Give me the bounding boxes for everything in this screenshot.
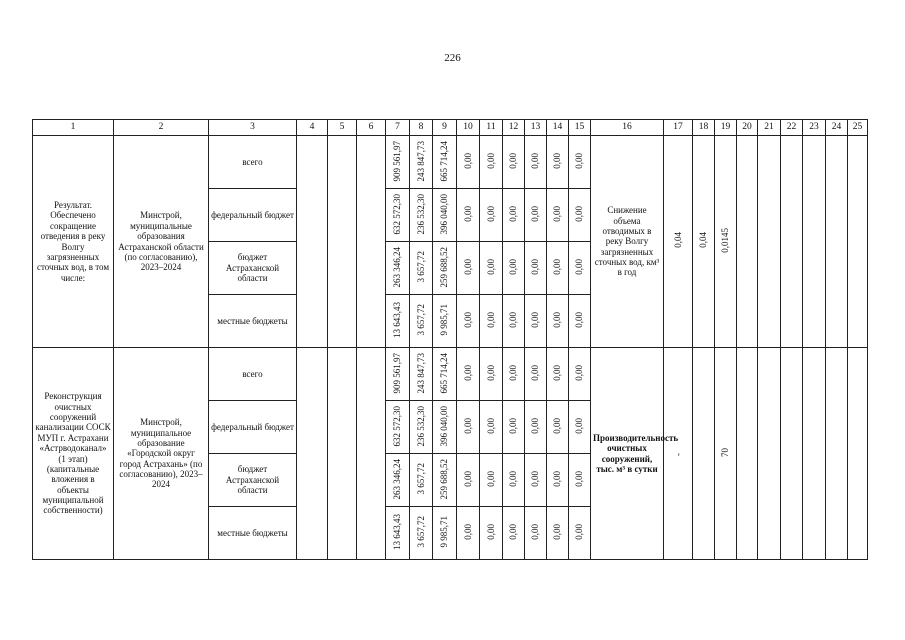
value-col14 xyxy=(547,454,569,507)
header-cell: 23 xyxy=(803,120,826,136)
table-row xyxy=(33,136,868,189)
value-col10-text: 0,00 xyxy=(462,364,473,381)
value-col18 xyxy=(693,348,715,560)
value-col12-text: 0,00 xyxy=(508,205,519,222)
value-col9-text: 259 688,52 xyxy=(439,246,450,288)
value-col7 xyxy=(386,348,410,401)
header-cell: 24 xyxy=(826,120,848,136)
value-col7 xyxy=(386,136,410,189)
value-col7 xyxy=(386,401,410,454)
value-col11 xyxy=(480,348,503,401)
value-col14-text: 0,00 xyxy=(552,152,563,169)
value-col18-text: 0,04 xyxy=(698,232,709,249)
value-col11-text: 0,00 xyxy=(485,311,496,328)
value-col15 xyxy=(569,295,591,348)
value-col14-text: 0,00 xyxy=(552,205,563,222)
value-col14 xyxy=(547,242,569,295)
indicator-cell: Снижение объема отводимых в реку Волгу загрязненных сточных вод, км³ в год xyxy=(591,136,664,348)
value-col10-text: 0,00 xyxy=(462,470,473,487)
value-col14-text: 0,00 xyxy=(552,470,563,487)
table-row xyxy=(33,348,868,401)
value-col13 xyxy=(525,507,547,560)
value-col8 xyxy=(410,295,433,348)
value-col10 xyxy=(457,295,480,348)
value-col7-text: 13 643,43 xyxy=(392,513,403,550)
value-col13 xyxy=(525,189,547,242)
value-col11-text: 0,00 xyxy=(485,523,496,540)
value-col9 xyxy=(433,401,457,454)
value-col11-text: 0,00 xyxy=(485,470,496,487)
col20-cell xyxy=(737,348,758,560)
value-col12-text: 0,00 xyxy=(508,417,519,434)
value-col10-text: 0,00 xyxy=(462,205,473,222)
value-col12-text: 0,00 xyxy=(508,470,519,487)
value-col9-text: 396 040,00 xyxy=(439,405,450,447)
value-col8-text: 243 847,73 xyxy=(415,140,426,182)
header-cell: 11 xyxy=(480,120,503,136)
value-col11 xyxy=(480,507,503,560)
value-col7 xyxy=(386,242,410,295)
value-col14 xyxy=(547,189,569,242)
source-cell: местные бюджеты xyxy=(209,295,297,348)
col5-cell xyxy=(328,136,357,348)
value-col15 xyxy=(569,189,591,242)
value-col7-text: 13 643,43 xyxy=(392,301,403,338)
value-col9 xyxy=(433,454,457,507)
value-col15 xyxy=(569,454,591,507)
value-col9-text: 396 040,00 xyxy=(439,193,450,235)
value-col8-text: 3 657,72 xyxy=(415,251,426,283)
value-col12-text: 0,00 xyxy=(508,152,519,169)
data-table xyxy=(32,119,868,560)
col4-cell xyxy=(297,348,328,560)
header-cell: 14 xyxy=(547,120,569,136)
value-col12 xyxy=(503,136,525,189)
header-cell: 16 xyxy=(591,120,664,136)
value-col14-text: 0,00 xyxy=(552,417,563,434)
header-cell: 7 xyxy=(386,120,410,136)
header-row xyxy=(33,120,868,136)
value-col15-text: 0,00 xyxy=(574,470,585,487)
value-col13-text: 0,00 xyxy=(530,417,541,434)
col22-cell xyxy=(781,136,803,348)
value-col7-text: 909 561,97 xyxy=(392,352,403,394)
value-col12 xyxy=(503,348,525,401)
header-cell: 3 xyxy=(209,120,297,136)
value-col17-text: 0,04 xyxy=(672,232,683,249)
value-col13-text: 0,00 xyxy=(530,364,541,381)
value-col15 xyxy=(569,348,591,401)
value-col13-text: 0,00 xyxy=(530,205,541,222)
value-col14 xyxy=(547,348,569,401)
value-col7-text: 632 572,30 xyxy=(392,193,403,235)
source-cell: федеральный бюджет xyxy=(209,401,297,454)
value-col13-text: 0,00 xyxy=(530,152,541,169)
value-col11-text: 0,00 xyxy=(485,258,496,275)
value-col19 xyxy=(715,348,737,560)
value-col11 xyxy=(480,242,503,295)
header-cell: 6 xyxy=(357,120,386,136)
value-col10 xyxy=(457,242,480,295)
value-col17 xyxy=(664,136,693,348)
value-col15-text: 0,00 xyxy=(574,311,585,328)
value-col9 xyxy=(433,348,457,401)
header-cell: 25 xyxy=(848,120,868,136)
header-cell: 5 xyxy=(328,120,357,136)
value-col8 xyxy=(410,189,433,242)
value-col13-text: 0,00 xyxy=(530,523,541,540)
value-col9-text: 9 985,71 xyxy=(439,304,450,336)
value-col12 xyxy=(503,295,525,348)
value-col7-text: 263 346,24 xyxy=(392,458,403,500)
value-col9 xyxy=(433,242,457,295)
value-col8 xyxy=(410,454,433,507)
col25-cell xyxy=(848,136,868,348)
value-col15-text: 0,00 xyxy=(574,523,585,540)
header-cell: 1 xyxy=(33,120,114,136)
value-col8-text: 3 657,72 xyxy=(415,516,426,548)
value-col12 xyxy=(503,242,525,295)
value-col11 xyxy=(480,136,503,189)
value-col7 xyxy=(386,189,410,242)
value-col11 xyxy=(480,401,503,454)
result-cell: Реконструкция очистных сооружений канализации СОСК МУП г. Астрахани «Астрводоканал» (1 этап) (капитальные вложения в объекты муниципальной собственности) xyxy=(33,348,114,560)
value-col12 xyxy=(503,189,525,242)
value-col9 xyxy=(433,507,457,560)
header-cell: 9 xyxy=(433,120,457,136)
header-cell: 8 xyxy=(410,120,433,136)
value-col13-text: 0,00 xyxy=(530,470,541,487)
col24-cell xyxy=(826,136,848,348)
value-col17-text: - xyxy=(672,453,683,457)
header-cell: 22 xyxy=(781,120,803,136)
value-col13-text: 0,00 xyxy=(530,258,541,275)
executor-cell: Минстрой, муниципальные образования Астраханской области (по согласованию), 2023–2024 xyxy=(114,136,209,348)
value-col15-text: 0,00 xyxy=(574,364,585,381)
value-col13 xyxy=(525,348,547,401)
value-col8-text: 3 657,72 xyxy=(415,304,426,336)
value-col8 xyxy=(410,507,433,560)
col6-cell xyxy=(357,136,386,348)
value-col14 xyxy=(547,401,569,454)
value-col17 xyxy=(664,348,693,560)
header-cell: 20 xyxy=(737,120,758,136)
col6-cell xyxy=(357,348,386,560)
source-cell: бюджет Астраханской области xyxy=(209,242,297,295)
source-cell: федеральный бюджет xyxy=(209,189,297,242)
value-col13 xyxy=(525,401,547,454)
indicator-cell: Производительность очистных сооружений, тыс. м³ в сутки xyxy=(591,348,664,560)
header-cell: 18 xyxy=(693,120,715,136)
value-col14 xyxy=(547,295,569,348)
value-col9-text: 9 985,71 xyxy=(439,516,450,548)
value-col15-text: 0,00 xyxy=(574,152,585,169)
value-col15-text: 0,00 xyxy=(574,205,585,222)
value-col15 xyxy=(569,136,591,189)
value-col10 xyxy=(457,507,480,560)
header-cell: 19 xyxy=(715,120,737,136)
header-cell: 15 xyxy=(569,120,591,136)
value-col13 xyxy=(525,242,547,295)
value-col11 xyxy=(480,454,503,507)
value-col18 xyxy=(693,136,715,348)
value-col10-text: 0,00 xyxy=(462,417,473,434)
value-col7-text: 263 346,24 xyxy=(392,246,403,288)
value-col13 xyxy=(525,454,547,507)
value-col10-text: 0,00 xyxy=(462,152,473,169)
value-col7-text: 632 572,30 xyxy=(392,405,403,447)
value-col8 xyxy=(410,348,433,401)
header-cell: 12 xyxy=(503,120,525,136)
value-col7-text: 909 561,97 xyxy=(392,140,403,182)
value-col9 xyxy=(433,295,457,348)
value-col15 xyxy=(569,401,591,454)
value-col10 xyxy=(457,348,480,401)
value-col8 xyxy=(410,136,433,189)
value-col15 xyxy=(569,507,591,560)
col21-cell xyxy=(758,348,781,560)
value-col10-text: 0,00 xyxy=(462,258,473,275)
value-col14 xyxy=(547,507,569,560)
value-col8 xyxy=(410,401,433,454)
value-col15 xyxy=(569,242,591,295)
value-col9-text: 665 714,24 xyxy=(439,140,450,182)
value-col11 xyxy=(480,189,503,242)
value-col11 xyxy=(480,295,503,348)
value-col7 xyxy=(386,454,410,507)
value-col10-text: 0,00 xyxy=(462,311,473,328)
value-col12-text: 0,00 xyxy=(508,364,519,381)
value-col11-text: 0,00 xyxy=(485,152,496,169)
col23-cell xyxy=(803,348,826,560)
header-cell: 10 xyxy=(457,120,480,136)
value-col13 xyxy=(525,295,547,348)
value-col19-text: 70 xyxy=(720,447,731,457)
value-col7 xyxy=(386,507,410,560)
value-col14-text: 0,00 xyxy=(552,523,563,540)
source-cell: всего xyxy=(209,348,297,401)
col21-cell xyxy=(758,136,781,348)
col24-cell xyxy=(826,348,848,560)
value-col19-text: 0,0145 xyxy=(720,227,731,253)
source-cell: бюджет Астраханской области xyxy=(209,454,297,507)
value-col10 xyxy=(457,136,480,189)
value-col8 xyxy=(410,242,433,295)
value-col19 xyxy=(715,136,737,348)
value-col9 xyxy=(433,136,457,189)
col5-cell xyxy=(328,348,357,560)
value-col12-text: 0,00 xyxy=(508,523,519,540)
value-col10 xyxy=(457,454,480,507)
value-col8-text: 236 532,30 xyxy=(415,405,426,447)
source-cell: местные бюджеты xyxy=(209,507,297,560)
value-col15-text: 0,00 xyxy=(574,417,585,434)
value-col8-text: 3 657,72 xyxy=(415,463,426,495)
value-col15-text: 0,00 xyxy=(574,258,585,275)
value-col12-text: 0,00 xyxy=(508,311,519,328)
value-col12 xyxy=(503,401,525,454)
value-col9 xyxy=(433,189,457,242)
value-col10 xyxy=(457,189,480,242)
executor-cell: Минстрой, муниципальное образование «Городской округ город Астрахань» (по согласованию), 2023–2024 xyxy=(114,348,209,560)
col25-cell xyxy=(848,348,868,560)
value-col11-text: 0,00 xyxy=(485,417,496,434)
col20-cell xyxy=(737,136,758,348)
col4-cell xyxy=(297,136,328,348)
source-cell: всего xyxy=(209,136,297,189)
value-col13 xyxy=(525,136,547,189)
value-col14-text: 0,00 xyxy=(552,258,563,275)
value-col12 xyxy=(503,507,525,560)
value-col9-text: 665 714,24 xyxy=(439,352,450,394)
page-number: 226 xyxy=(444,52,461,64)
value-col14 xyxy=(547,136,569,189)
value-col14-text: 0,00 xyxy=(552,311,563,328)
value-col11-text: 0,00 xyxy=(485,205,496,222)
value-col12 xyxy=(503,454,525,507)
value-col8-text: 236 532,30 xyxy=(415,193,426,235)
value-col14-text: 0,00 xyxy=(552,364,563,381)
value-col8-text: 243 847,73 xyxy=(415,352,426,394)
value-col9-text: 259 688,52 xyxy=(439,458,450,500)
result-cell: Результат. Обеспечено сокращение отведения в реку Волгу загрязненных сточных вод, в том числе: xyxy=(33,136,114,348)
value-col13-text: 0,00 xyxy=(530,311,541,328)
value-col11-text: 0,00 xyxy=(485,364,496,381)
header-cell: 17 xyxy=(664,120,693,136)
value-col7 xyxy=(386,295,410,348)
header-cell: 2 xyxy=(114,120,209,136)
value-col10 xyxy=(457,401,480,454)
header-cell: 4 xyxy=(297,120,328,136)
value-col12-text: 0,00 xyxy=(508,258,519,275)
value-col10-text: 0,00 xyxy=(462,523,473,540)
header-cell: 13 xyxy=(525,120,547,136)
col23-cell xyxy=(803,136,826,348)
col22-cell xyxy=(781,348,803,560)
header-cell: 21 xyxy=(758,120,781,136)
